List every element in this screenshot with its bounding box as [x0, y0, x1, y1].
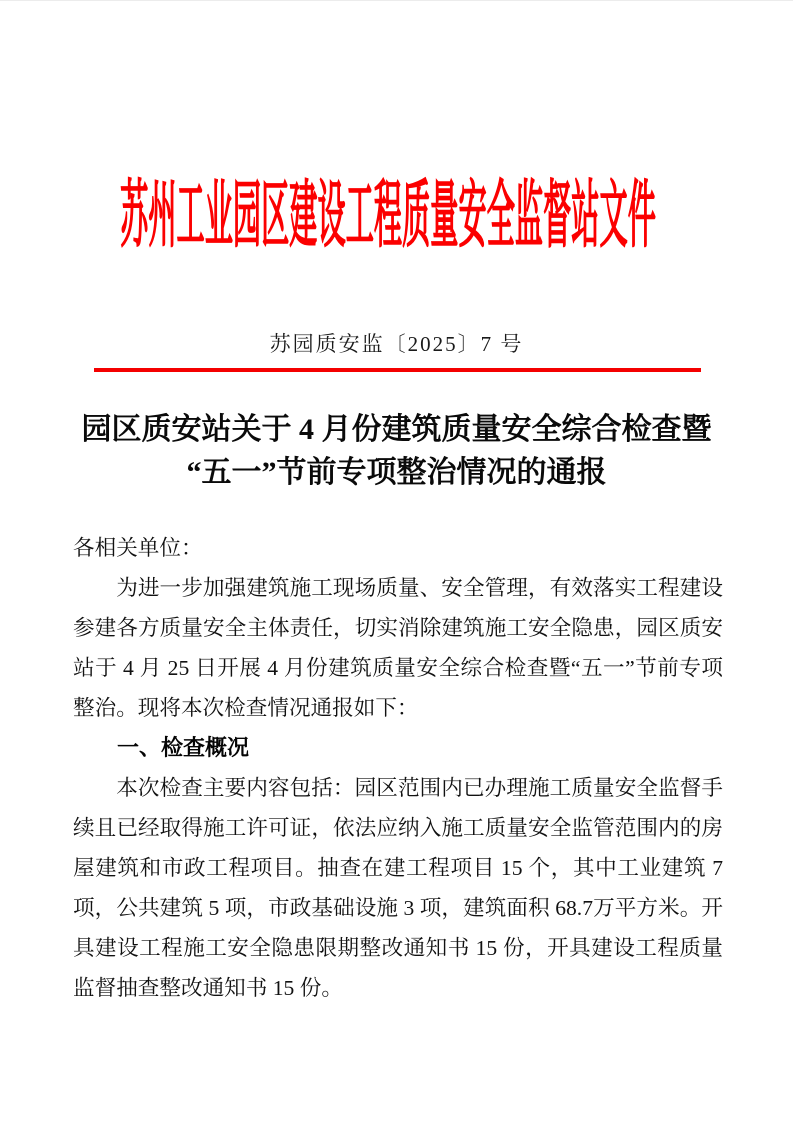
document-body — [73, 528, 723, 1008]
salutation: 各相关单位： — [73, 536, 203, 560]
document-title: 园区质安站关于 4 月份建筑质量安全综合检查暨“五一”节前专项整治情况的通报 — [81, 413, 712, 489]
agency-title: 苏州工业园区建设工程质量安全监督站文件 — [119, 176, 656, 257]
red-divider-line — [94, 368, 701, 372]
intro-paragraph: 为进一步加强建筑施工现场质量、安全管理，有效落实工程建设参建各方质量安全主体责任，切实消除建筑施工安全隐患，园区质安站于 4 月 25 日开展 4 月份建筑质量安全综合检查暨“五一”节前专项整治。现将本次检查情况通报如下： — [73, 576, 723, 720]
document-number: 苏园质安监〔2025〕7 号 — [269, 332, 524, 356]
inspection-overview-paragraph: 本次检查主要内容包括：园区范围内已办理施工质量安全监督手续且已经取得施工许可证，依法应纳入施工质量安全监管范围内的房屋建筑和市政工程项目。抽查在建工程项目 15 个，其中工业建筑 7 项，公共建筑 5 项，市政基础设施 3 项，建筑面积 68.7万平方米。开具建设工程施工安全隐患限期整改通知书 15 份，开具建设工程质量监督抽查整改通知书 15 份。 — [73, 776, 723, 1000]
red-letterhead-banner — [0, 154, 793, 257]
section-heading-inspection-overview: 一、检查概况 — [117, 735, 250, 760]
